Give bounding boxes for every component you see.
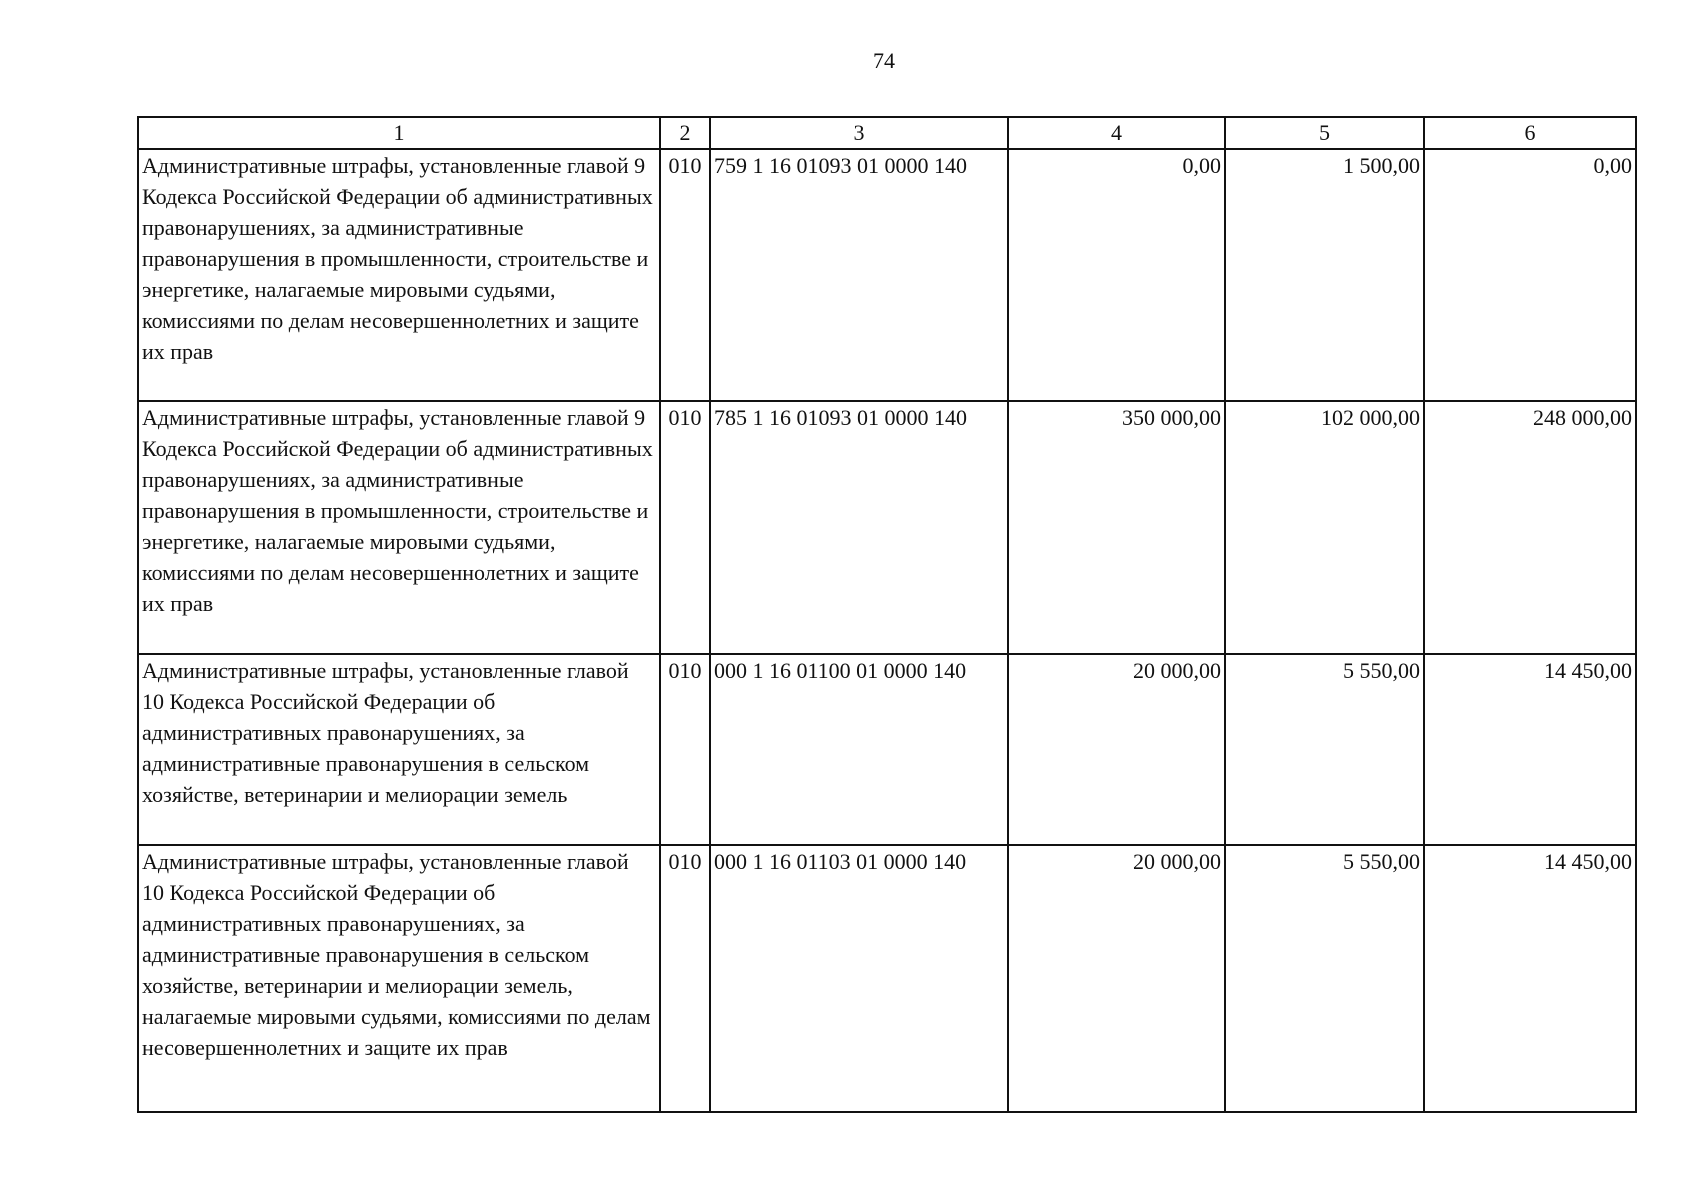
row-name: Административные штрафы, установленные главой 10 Кодекса Российской Федерации об административных правонарушениях, за административные правонарушения в сельском хозяйстве, ветеринарии и мелиорации земель, налагаемые мировыми судьями, комиссиями по делам несовершеннолетних и защите их прав [138,845,660,1112]
row-value-col4: 350 000,00 [1008,401,1225,654]
row-value-col6: 14 450,00 [1424,845,1636,1112]
row-value-col5: 102 000,00 [1225,401,1424,654]
column-header-2: 2 [660,117,710,149]
column-header-1: 1 [138,117,660,149]
column-number-row [138,117,1636,149]
row-name: Административные штрафы, установленные главой 10 Кодекса Российской Федерации об административных правонарушениях, за административные правонарушения в сельском хозяйстве, ветеринарии и мелиорации земель [138,654,660,845]
row-value-col6: 14 450,00 [1424,654,1636,845]
row-value-col6: 0,00 [1424,149,1636,401]
row-line-code: 010 [660,654,710,845]
row-name: Административные штрафы, установленные главой 9 Кодекса Российской Федерации об административных правонарушениях, за административные правонарушения в промышленности, строительстве и энергетике, налагаемые мировыми судьями, комиссиями по делам несовершеннолетних и защите их прав [138,149,660,401]
report-table [137,116,1637,1113]
column-header-5: 5 [1225,117,1424,149]
column-header-6: 6 [1424,117,1636,149]
row-value-col4: 20 000,00 [1008,845,1225,1112]
row-line-code: 010 [660,845,710,1112]
row-value-col6: 248 000,00 [1424,401,1636,654]
row-budget-code: 785 1 16 01093 01 0000 140 [710,401,1008,654]
page-number: 74 [873,48,895,73]
table-row [138,149,1636,401]
row-line-code: 010 [660,149,710,401]
row-line-code: 010 [660,401,710,654]
row-value-col5: 5 550,00 [1225,654,1424,845]
row-budget-code: 000 1 16 01103 01 0000 140 [710,845,1008,1112]
row-value-col5: 5 550,00 [1225,845,1424,1112]
row-budget-code: 000 1 16 01100 01 0000 140 [710,654,1008,845]
row-name: Административные штрафы, установленные главой 9 Кодекса Российской Федерации об административных правонарушениях, за административные правонарушения в промышленности, строительстве и энергетике, налагаемые мировыми судьями, комиссиями по делам несовершеннолетних и защите их прав [138,401,660,654]
column-header-4: 4 [1008,117,1225,149]
table-row [138,845,1636,1112]
row-value-col4: 20 000,00 [1008,654,1225,845]
column-header-3: 3 [710,117,1008,149]
table-row [138,401,1636,654]
row-budget-code: 759 1 16 01093 01 0000 140 [710,149,1008,401]
row-value-col5: 1 500,00 [1225,149,1424,401]
table-row [138,654,1636,845]
row-value-col4: 0,00 [1008,149,1225,401]
